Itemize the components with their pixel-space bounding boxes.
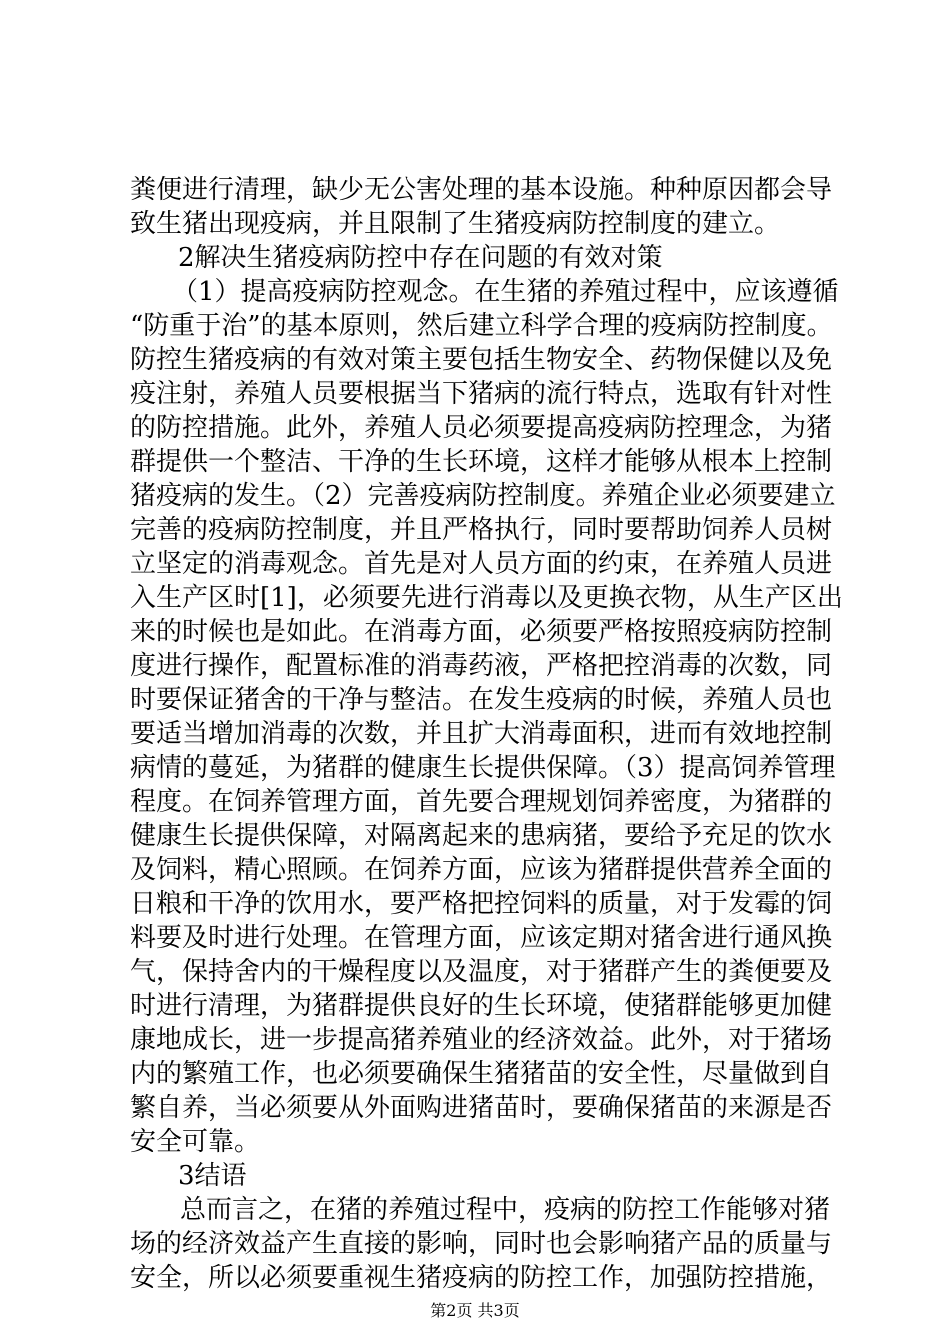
- text-line: 及饲料，精心照顾。在饲养方面，应该为猪群提供营养全面的: [130, 855, 833, 885]
- text-line: 粪便进行清理，缺少无公害处理的基本设施。种种原因都会导: [130, 175, 833, 205]
- text-line: 时进行清理，为猪群提供良好的生长环境，使猪群能够更加健: [130, 991, 833, 1021]
- text-line: 康地成长，进一步提高猪养殖业的经济效益。此外，对于猪场: [130, 1025, 833, 1055]
- text-line: 时要保证猪舍的干净与整洁。在发生疫病的时候，养殖人员也: [130, 685, 833, 715]
- text-line: “防重于治”的基本原则，然后建立科学合理的疫病防控制度。: [130, 311, 833, 341]
- text-line: 安全，所以必须要重视生猪疫病的防控工作，加强防控措施，: [130, 1263, 833, 1293]
- text-line: 总而言之，在猪的养殖过程中，疫病的防控工作能够对猪: [180, 1195, 831, 1225]
- text-line: 料要及时进行处理。在管理方面，应该定期对猪舍进行通风换: [130, 923, 833, 953]
- text-line: 病情的蔓延，为猪群的健康生长提供保障。（3）提高饲养管理: [130, 753, 836, 783]
- text-line: 致生猪出现疫病，并且限制了生猪疫病防控制度的建立。: [130, 209, 781, 239]
- text-line: 繁自养，当必须要从外面购进猪苗时，要确保猪苗的来源是否: [130, 1093, 833, 1123]
- text-line: 入生产区时[1]，必须要先进行消毒以及更换衣物，从生产区出: [130, 583, 843, 613]
- text-line: 群提供一个整洁、干净的生长环境，这样才能够从根本上控制: [130, 447, 833, 477]
- text-line: 防控生猪疫病的有效对策主要包括生物安全、药物保健以及免: [130, 345, 833, 375]
- text-line: 安全可靠。: [130, 1127, 261, 1157]
- text-line: 的防控措施。此外，养殖人员必须要提高疫病防控理念，为猪: [130, 413, 833, 443]
- text-line: 健康生长提供保障，对隔离起来的患病猪，要给予充足的饮水: [130, 821, 833, 851]
- text-line: 场的经济效益产生直接的影响，同时也会影响猪产品的质量与: [130, 1229, 833, 1259]
- text-line: 日粮和干净的饮用水，要严格把控饲料的质量，对于发霉的饲: [130, 889, 833, 919]
- text-line: 立坚定的消毒观念。首先是对人员方面的约束，在养殖人员进: [130, 549, 833, 579]
- text-line: 来的时候也是如此。在消毒方面，必须要严格按照疫病防控制: [130, 617, 833, 647]
- text-line: （1）提高疫病防控观念。在生猪的养殖过程中，应该遵循: [172, 277, 839, 307]
- text-line: 疫注射，养殖人员要根据当下猪病的流行特点，选取有针对性: [130, 379, 833, 409]
- text-line: 内的繁殖工作，也必须要确保生猪猪苗的安全性，尽量做到自: [130, 1059, 833, 1089]
- page-footer: 第2页 共3页: [430, 1301, 520, 1320]
- text-line: 完善的疫病防控制度，并且严格执行，同时要帮助饲养人员树: [130, 515, 833, 545]
- text-line: 猪疫病的发生。（2）完善疫病防控制度。养殖企业必须要建立: [130, 481, 836, 511]
- section-heading: 2解决生猪疫病防控中存在问题的有效对策: [178, 243, 663, 273]
- text-line: 度进行操作，配置标准的消毒药液，严格把控消毒的次数，同: [130, 651, 833, 681]
- text-line: 要适当增加消毒的次数，并且扩大消毒面积，进而有效地控制: [130, 719, 833, 749]
- text-line: 程度。在饲养管理方面，首先要合理规划饲养密度，为猪群的: [130, 787, 833, 817]
- section-heading: 3结语: [178, 1161, 247, 1191]
- text-line: 气，保持舍内的干燥程度以及温度，对于猪群产生的粪便要及: [130, 957, 833, 987]
